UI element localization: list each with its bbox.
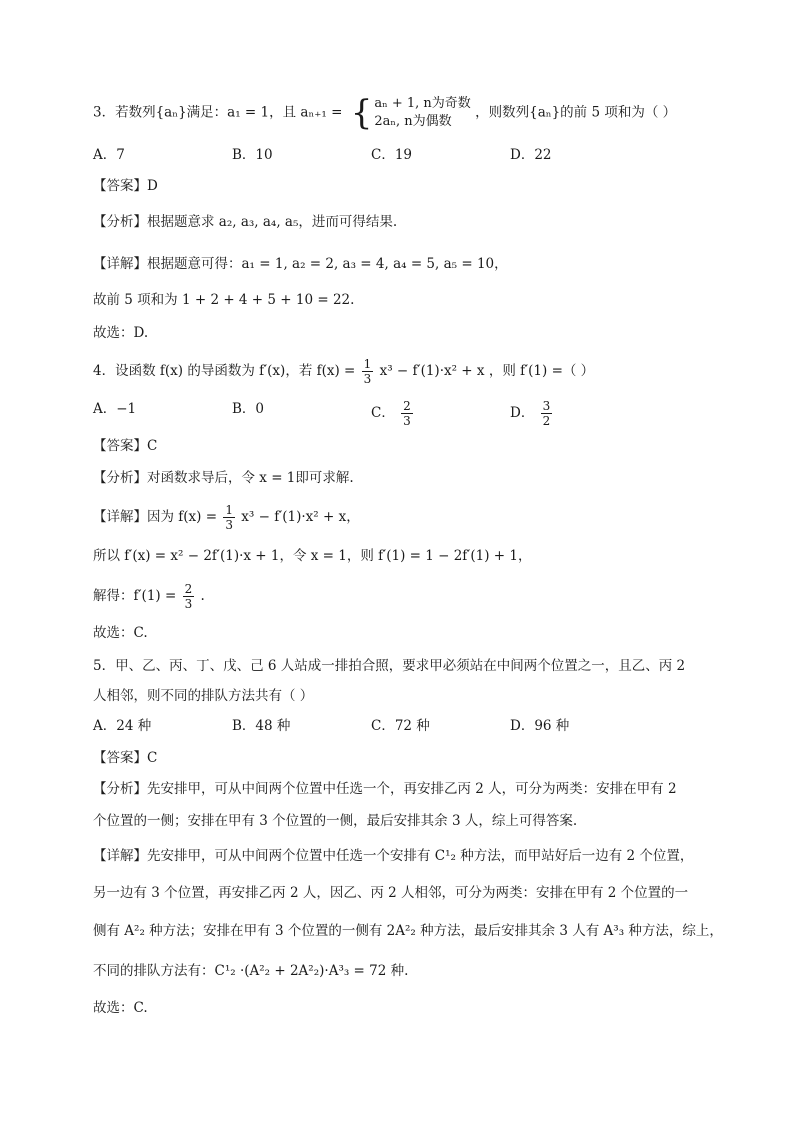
q5-detail-1: 【详解】先安排甲，可从中间两个位置中任选一个安排有 C¹₂ 种方法，而甲站好后一边有 2 个位置， xyxy=(93,848,694,864)
q3-answer: 【答案】D xyxy=(93,178,158,194)
q4-option-a: A．−1 xyxy=(93,401,137,417)
q3-piecewise xyxy=(347,95,471,131)
q4-detail-3-fraction xyxy=(183,582,195,611)
q3-option-d: D．22 xyxy=(510,147,552,163)
fraction-numerator: 1 xyxy=(363,357,372,371)
q4-detail-3 xyxy=(93,582,205,611)
fraction-numerator: 1 xyxy=(225,503,233,517)
q4-option-c-fraction xyxy=(401,399,413,428)
q4-detail-3-prefix: 解得：f′(1) = xyxy=(93,588,177,604)
q3-detail-2: 故前 5 项和为 1 + 2 + 4 + 5 + 10 = 22. xyxy=(93,292,355,308)
q5-choose: 故选：C. xyxy=(93,1000,148,1016)
q5-answer: 【答案】C xyxy=(93,750,158,766)
q3-option-b: B．10 xyxy=(232,147,273,163)
q4-option-d-fraction xyxy=(541,399,553,428)
q4-option-c xyxy=(371,399,415,428)
q5-detail-4: 不同的排队方法有：C¹₂ ·(A²₂ + 2A²₂)·A³₃ = 72 种. xyxy=(93,963,409,979)
q3-option-c: C．19 xyxy=(371,147,413,163)
q4-choose: 故选：C. xyxy=(93,625,148,641)
q5-stem-2: 人相邻，则不同的排队方法共有（ ） xyxy=(93,688,314,704)
q4-option-d xyxy=(510,399,554,428)
q5-option-a: A．24 种 xyxy=(93,718,152,734)
q3-stem-suffix: ，则数列{aₙ}的前 5 项和为（ ） xyxy=(475,104,677,121)
fraction-denominator: 3 xyxy=(225,518,233,532)
q3-stem-prefix: 3．若数列{aₙ}满足：a₁ = 1，且 aₙ₊₁ = xyxy=(93,104,343,121)
q4-detail-1-fraction xyxy=(223,503,235,532)
q3-case-odd: aₙ + 1, n为奇数 xyxy=(374,96,471,111)
q3-choose: 故选：D. xyxy=(93,325,149,341)
fraction-denominator: 2 xyxy=(542,414,551,428)
fraction-denominator: 3 xyxy=(363,372,372,386)
q3-detail-1: 【详解】根据题意可得：a₁ = 1, a₂ = 2, a₃ = 4, a₄ = 5, a₅ = 10， xyxy=(93,256,508,272)
q4-stem xyxy=(93,357,594,386)
q4-stem-fraction xyxy=(362,357,374,386)
q4-stem-suffix: x³ − f′(1)·x² + x ，则 f′(1) =（ ） xyxy=(379,363,595,379)
fraction-numerator: 2 xyxy=(403,399,411,413)
q5-analysis-1: 【分析】先安排甲，可从中间两个位置中任选一个，再安排乙丙 2 人，可分为两类：安排在甲有 2 xyxy=(93,781,677,797)
q4-option-b: B．0 xyxy=(232,401,265,417)
q3-analysis: 【分析】根据题意求 a₂, a₃, a₄, a₅，进而可得结果. xyxy=(93,214,398,230)
q5-stem-1: 5．甲、乙、丙、丁、戊、己 6 人站成一排拍合照，要求甲必须站在中间两个位置之一，且乙、丙 2 xyxy=(93,658,686,674)
q4-stem-prefix: 4．设函数 f(x) 的导函数为 f′(x)，若 f(x) = xyxy=(93,363,356,379)
q4-option-c-label: C． xyxy=(371,405,395,421)
q5-analysis-2: 个位置的一侧；安排在甲有 3 个位置的一侧，最后安排其余 3 人，综上可得答案. xyxy=(93,813,578,829)
fraction-numerator: 2 xyxy=(184,582,193,596)
q5-detail-3: 侧有 A²₂ 种方法；安排在甲有 3 个位置的一侧有 2A²₂ 种方法，最后安排其余 3 人有 A³₃ 种方法，综上， xyxy=(93,923,723,939)
q4-detail-1-prefix: 【详解】因为 f(x) = xyxy=(93,509,218,525)
q4-detail-3-suffix: . xyxy=(200,588,205,604)
q3-case-even: 2aₙ, n为偶数 xyxy=(374,114,452,129)
q5-option-d: D．96 种 xyxy=(510,718,570,734)
fraction-numerator: 3 xyxy=(542,399,551,413)
q4-answer: 【答案】C xyxy=(93,438,158,454)
q4-analysis: 【分析】对函数求导后，令 x = 1即可求解. xyxy=(93,470,354,486)
fraction-denominator: 3 xyxy=(184,597,193,611)
q4-option-d-label: D． xyxy=(510,405,535,421)
q4-detail-1-suffix: x³ − f′(1)·x² + x， xyxy=(241,509,360,525)
q4-detail-2: 所以 f′(x) = x² − 2f′(1)·x + 1，令 x = 1，则 f′(1) = 1 − 2f′(1) + 1， xyxy=(93,548,532,564)
q4-detail-1 xyxy=(93,503,360,532)
q5-detail-2: 另一边有 3 个位置，再安排乙丙 2 人，因乙、丙 2 人相邻，可分为两类：安排在甲有 2 个位置的一 xyxy=(93,885,689,901)
q5-option-c: C．72 种 xyxy=(371,718,430,734)
fraction-denominator: 3 xyxy=(403,414,411,428)
left-brace-icon: { xyxy=(350,93,373,133)
q5-option-b: B．48 种 xyxy=(232,718,291,734)
q3-option-a: A．7 xyxy=(93,147,125,163)
q3-stem xyxy=(93,95,676,131)
